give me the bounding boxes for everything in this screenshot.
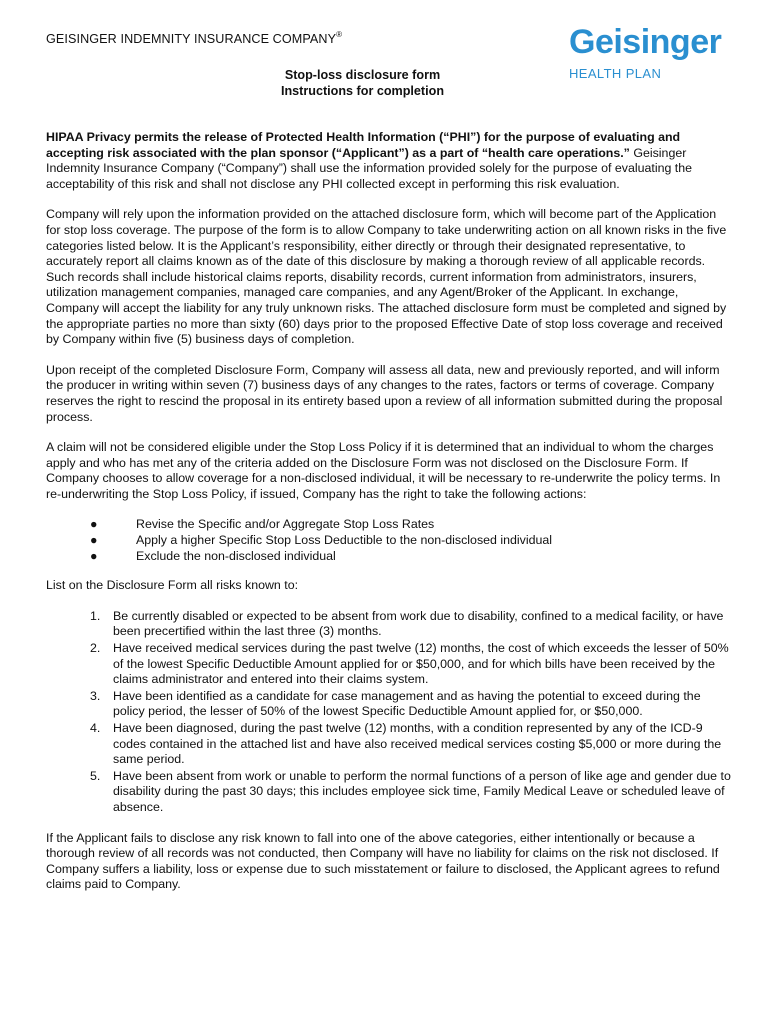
risk-text: Be currently disabled or expected to be absent from work due to disability, confined to a medical facility, or have been precertified within the last three (3) months. (113, 608, 724, 639)
action-text: Apply a higher Specific Stop Loss Deductible to the non-disclosed individual (136, 533, 553, 548)
action-text: Revise the Specific and/or Aggregate Stop Loss Rates (136, 517, 435, 532)
registered-mark: ® (336, 30, 343, 39)
risks-list (46, 609, 731, 816)
paragraph-assessment: Upon receipt of the completed Disclosure Form, Company will assess all data, new and previously reported, and will inform the producer in writing within seven (7) business days of any changes to the rates, factors or terms of coverage. Company reserves the right to rescind the proposal in its entirety based upon a review of all information submitted during the proposal process. (46, 362, 723, 424)
bullet-icon: ● (90, 517, 98, 532)
item-number: 1. (90, 608, 101, 623)
list-item (46, 689, 731, 720)
item-number: 3. (90, 688, 101, 703)
list-item (46, 549, 731, 565)
company-name (46, 31, 342, 46)
company-name-text: GEISINGER INDEMNITY INSURANCE COMPANY (46, 32, 337, 47)
document-body (46, 130, 731, 908)
item-number: 2. (90, 641, 101, 656)
list-item (46, 641, 731, 688)
list-item (46, 533, 731, 549)
paragraph-reliance: Company will rely upon the information provided on the attached disclosure form, which will become part of the Application for stop loss coverage. The purpose of the form is to allow Company to take underwriting action on all known risks in the five categories listed below. It is the Applicant’s responsibility, either directly or through their designated representative, to accurately report all claims known as of the date of this disclosure by making a thorough review of all applicable records. Such records shall include historical claims reports, disability records, current information from administrators, insurers, utilization management companies, managed care companies, and any Agent/Broker of the Applicant. In exchange, Company will accept the liability for any truly unknown risks. The attached disclosure form must be completed and signed by the appropriate parties no more than sixty (60) days prior to the proposed Effective Date of stop loss coverage and received by Company within five (5) business days of completion. (46, 207, 727, 347)
list-item (46, 721, 731, 768)
actions-list (46, 517, 731, 564)
risk-text: Have been diagnosed, during the past twelve (12) months, with a condition represented by any of the ICD-9 codes contained in the attached list and have also received medical services costing $5,000 or more during the same period. (113, 721, 722, 767)
logo-subtitle: HEALTH PLAN (569, 66, 662, 81)
paragraph-liability: If the Applicant fails to disclose any risk known to fall into one of the above categories, either intentionally or because a thorough review of all records was not conducted, then Company will have no liability for claims on the risk not disclosed. If Company suffers a liability, loss or expense due to such misstatement or failure to disclosed, the Applicant agrees to refund claims paid to Company. (46, 830, 720, 892)
risk-text: Have received medical services during the past twelve (12) months, the cost of which exceeds the lesser of 50% of the lowest Specific Deductible Amount applied for or $50,000, and for which bills have been received by the claims administrator and entered into their claims system. (113, 641, 729, 687)
intro-normal: Geisinger Indemnity Insurance Company (“Company”) shall use the information provided solely for the purpose of evaluating the acceptability of this risk and shall not disclose any PHI collected except in performing this risk evaluation. (46, 145, 693, 191)
list-item (46, 517, 731, 533)
paragraph-list-intro: List on the Disclosure Form all risks known to: (46, 578, 299, 593)
list-item (46, 769, 731, 816)
form-subtitle: Instructions for completion (280, 84, 445, 98)
paragraph-eligibility: A claim will not be considered eligible under the Stop Loss Policy if it is determined that an individual to whom the charges apply and who has met any of the criteria added on the Disclosure Form was not disclosed on the Disclosure Form. If Company chooses to allow coverage for a non-disclosed individual, it will be necessary to re-underwrite the policy terms. In re-underwriting the Stop Loss Policy, if issued, Company has the right to take the following actions: (46, 440, 721, 501)
logo-name: Geisinger (569, 23, 722, 61)
bullet-icon: ● (90, 533, 98, 548)
intro-paragraph (46, 130, 731, 192)
risk-text: Have been absent from work or unable to perform the normal functions of a person of like age and gender due to disability during the past 30 days; this includes employee sick time, Family Medical Leave or scheduled leave of absence. (113, 768, 731, 814)
geisinger-logo (569, 22, 729, 81)
bullet-icon: ● (90, 548, 98, 563)
risk-text: Have been identified as a candidate for case management and as having the potential to exceed during the policy period, the lesser of 50% of the lowest Specific Deductible Amount applied for, or $50,000. (113, 688, 701, 719)
item-number: 5. (90, 768, 101, 783)
action-text: Exclude the non-disclosed individual (136, 548, 336, 563)
item-number: 4. (90, 721, 101, 735)
form-title: Stop-loss disclosure form (284, 68, 441, 82)
intro-bold: HIPAA Privacy permits the release of Protected Health Information (“PHI”) for the purpose of evaluating and accepting risk associated with the plan sponsor (“Applicant”) as a part of “health care operations.” (46, 130, 681, 160)
list-item (46, 609, 731, 640)
